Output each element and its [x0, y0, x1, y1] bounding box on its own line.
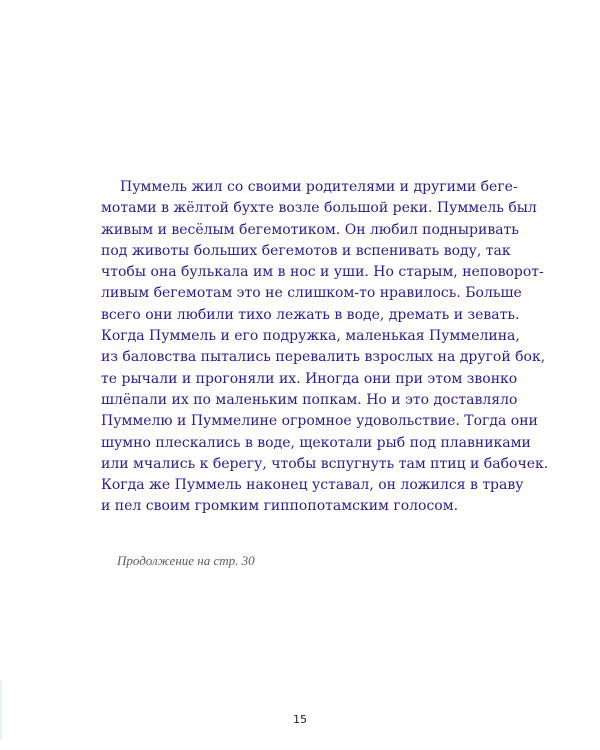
paragraph-line: шумно плескались в воде, щекотали рыб под плавниками: [101, 434, 531, 451]
paragraph-line: из баловства пытались перевалить взрослых на другой бок,: [101, 349, 546, 366]
paragraph-line: Пуммель жил со своими родителями и другими беге-: [120, 179, 518, 195]
continuation-note: Продолжение на стр. 30: [117, 553, 255, 568]
paragraph-line: и пел своим громким гиппопотамским голосом.: [101, 498, 459, 515]
paragraph-line: ливым бегемотам это не слишком-то нравилось. Больше: [101, 285, 522, 302]
paragraph-line: Когда Пуммель и его подружка, маленькая Пуммелина,: [101, 328, 520, 345]
paragraph-line: те рычали и прогоняли их. Иногда они при этом звонко: [101, 370, 518, 387]
paragraph-line: Пуммелю и Пуммелине огромное удовольствие. Тогда они: [101, 413, 538, 430]
paragraph-line: Когда же Пуммель наконец уставал, он ложился в траву: [101, 477, 524, 494]
paragraph-line: живым и весёлым бегемотиком. Он любил подныривать: [101, 221, 519, 238]
story-paragraph: [101, 177, 549, 518]
scan-edge-shadow: [0, 680, 3, 740]
paragraph-line: или мчались к берегу, чтобы вспугнуть там птиц и бабочек.: [101, 455, 549, 472]
paragraph-line: под животы больших бегемотов и вспенивать воду, так: [101, 242, 511, 259]
paragraph-line: мотами в жёлтой бухте возле большой реки. Пуммель был: [101, 200, 537, 217]
paragraph-line: всего они любили тихо лежать в воде, дремать и зевать.: [101, 306, 520, 323]
paragraph-line: чтобы она булькала им в нос и уши. Но старым, неповорот-: [101, 264, 544, 281]
paragraph-line: шлёпали их по маленьким попкам. Но и это доставляло: [101, 391, 518, 408]
page-number: 15: [293, 713, 307, 726]
